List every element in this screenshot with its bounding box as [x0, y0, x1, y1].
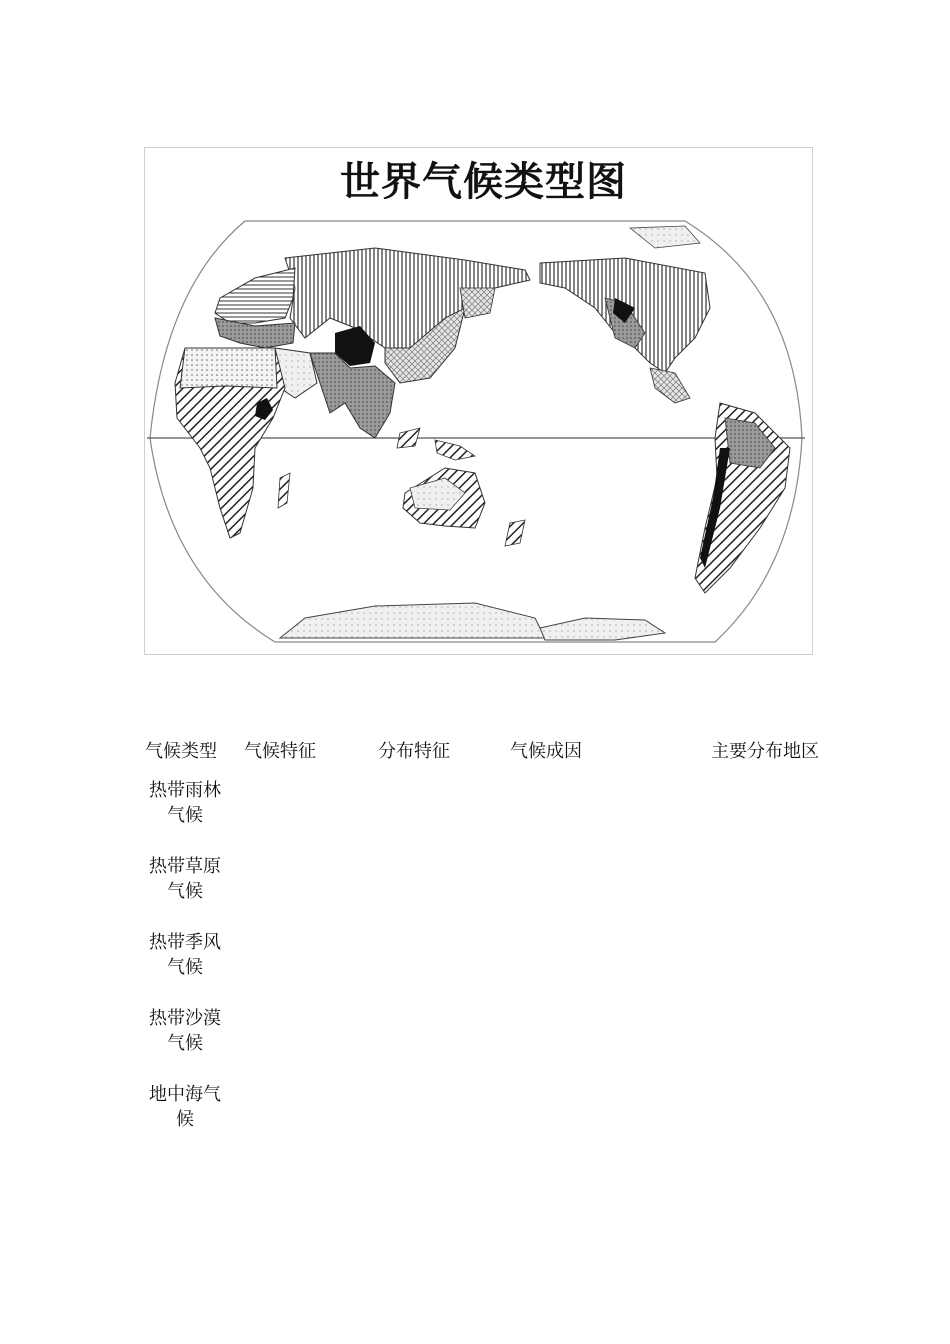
- row-label-line: 热带雨林: [149, 780, 221, 801]
- row-label-line: 热带沙漠: [149, 1008, 221, 1029]
- sahara-region: [180, 348, 277, 388]
- header-climate-type: 气候类型: [145, 741, 217, 762]
- row-label-line: 地中海气: [149, 1084, 221, 1105]
- row-mediterranean: [144, 1082, 226, 1132]
- header-main-regions: 主要分布地区: [711, 741, 819, 762]
- row-label-line: 气候: [167, 1033, 203, 1054]
- row-label-line: 热带季风: [149, 932, 221, 953]
- header-climate-causes: 气候成因: [510, 741, 582, 762]
- header-distribution-features: 分布特征: [378, 741, 450, 762]
- world-map-graphic: [145, 148, 813, 655]
- row-label-line: 气候: [167, 957, 203, 978]
- header-climate-features: 气候特征: [244, 741, 316, 762]
- row-tropical-rainforest: [144, 778, 226, 828]
- row-tropical-desert: [144, 1006, 226, 1056]
- climate-map: [144, 147, 813, 655]
- row-tropical-monsoon: [144, 930, 226, 980]
- row-label-line: 候: [176, 1109, 194, 1130]
- row-label-line: 气候: [167, 805, 203, 826]
- map-title: 世界气候类型图: [340, 159, 627, 205]
- row-tropical-savanna: [144, 854, 226, 904]
- row-label-line: 气候: [167, 881, 203, 902]
- row-label-line: 热带草原: [149, 856, 221, 877]
